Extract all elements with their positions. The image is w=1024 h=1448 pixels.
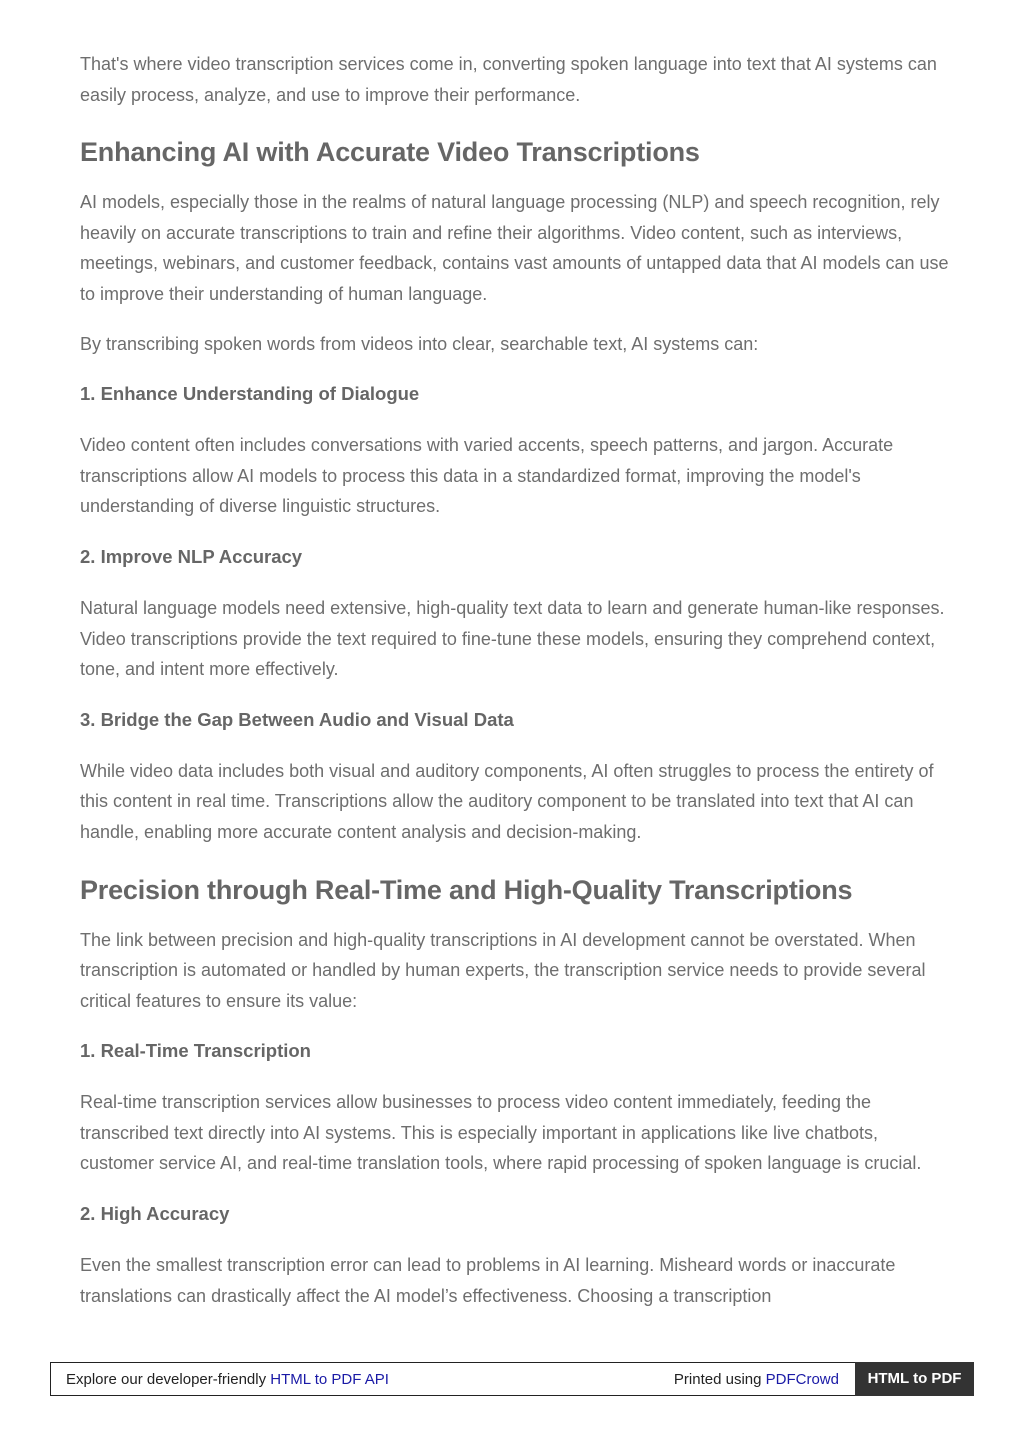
section2-paragraph-1: The link between precision and high-quality transcriptions in AI development cannot be overstated. When transcription is automated or handled by human experts, the transcription service needs to provide several critical features to ensure its value: bbox=[80, 929, 926, 1011]
section-heading-enhancing-ai: Enhancing AI with Accurate Video Transcriptions bbox=[80, 137, 700, 168]
intro-paragraph: That's where video transcription services come in, converting spoken language into text that AI systems can easily process, analyze, and use to improve their performance. bbox=[80, 54, 937, 105]
html-to-pdf-button[interactable]: HTML to PDF bbox=[855, 1362, 974, 1396]
section-heading-precision: Precision through Real-Time and High-Quality Transcriptions bbox=[80, 874, 853, 905]
footer-promo bbox=[66, 1371, 389, 1388]
pdfcrowd-footer-bar bbox=[50, 1362, 974, 1396]
item-heading-high-accuracy: 2. High Accuracy bbox=[80, 1203, 230, 1225]
item-heading-improve-nlp: 2. Improve NLP Accuracy bbox=[80, 545, 303, 567]
footer-promo-text: Explore our developer-friendly bbox=[66, 1371, 271, 1388]
section1-paragraph-1: AI models, especially those in the realms of natural language processing (NLP) and speech recognition, rely heavily on accurate transcriptions to train and refine their algorithms. Video content, such as interviews, meetings, webinars, and customer feedback, contains vast amounts of untapped data that AI models can use to improve their understanding of human language. bbox=[80, 192, 949, 304]
item-body-enhance-dialogue: Video content often includes conversations with varied accents, speech patterns, and jargon. Accurate transcriptions allow AI models to process this data in a standardized format, improving the model's understanding of diverse linguistic structures. bbox=[80, 435, 894, 517]
item-heading-enhance-dialogue: 1. Enhance Understanding of Dialogue bbox=[80, 383, 420, 405]
article-content bbox=[80, 49, 950, 1311]
html-to-pdf-api-link[interactable]: HTML to PDF API bbox=[270, 1371, 389, 1388]
pdfcrowd-link[interactable]: PDFCrowd bbox=[765, 1371, 839, 1388]
item-heading-bridge-gap: 3. Bridge the Gap Between Audio and Visual Data bbox=[80, 708, 514, 730]
item-heading-real-time: 1. Real-Time Transcription bbox=[80, 1040, 311, 1062]
item-body-real-time: Real-time transcription services allow businesses to process video content immediately, feeding the transcribed text directly into AI systems. This is especially important in applications like live chatbots, customer service AI, and real-time translation tools, where rapid processing of spoken language is crucial. bbox=[80, 1092, 922, 1174]
item-body-improve-nlp: Natural language models need extensive, high-quality text data to learn and generate human-like responses. Video transcriptions provide the text required to fine-tune these models, ensuring they comprehend context, tone, and intent more effectively. bbox=[80, 597, 945, 680]
item-body-bridge-gap: While video data includes both visual and auditory components, AI often struggles to process the entirety of this content in real time. Transcriptions allow the auditory component to be translated into text that AI can handle, enabling more accurate content analysis and decision-making. bbox=[80, 760, 934, 842]
footer-printed-using bbox=[674, 1371, 839, 1388]
item-body-high-accuracy: Even the smallest transcription error can lead to problems in AI learning. Misheard words or inaccurate translations can drastically affect the AI model’s effectiveness. Choosing a transcription bbox=[80, 1255, 896, 1306]
footer-printed-text: Printed using bbox=[673, 1371, 766, 1388]
section1-paragraph-2: By transcribing spoken words from videos into clear, searchable text, AI systems can: bbox=[80, 333, 759, 354]
